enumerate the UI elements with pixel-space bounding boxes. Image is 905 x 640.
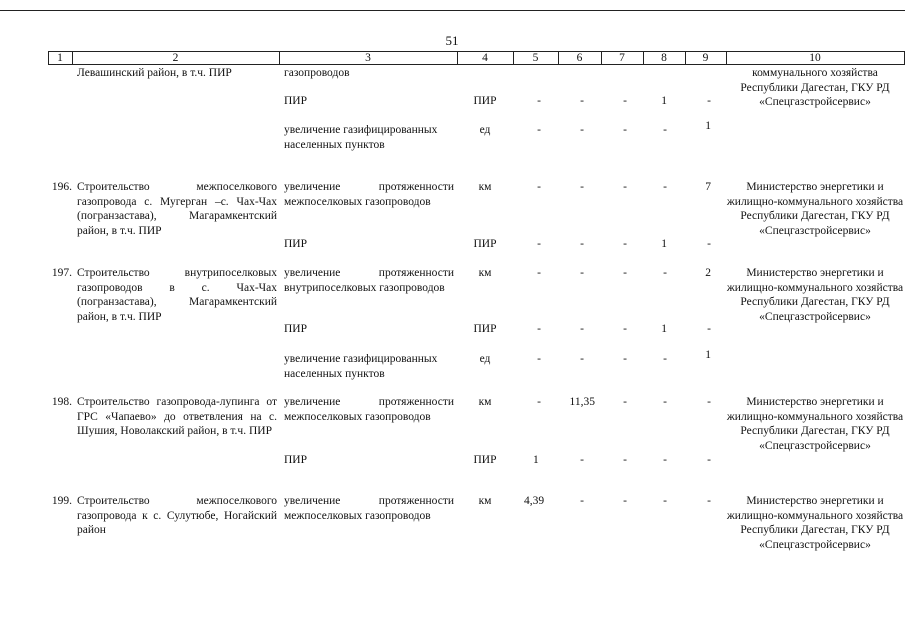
executor: Министерство энергетики и жилищно-коммунального хозяйства Республики Дагестан, ГКУ РД «Спецгазстройсервис»: [726, 181, 904, 237]
indicator: увеличение протяженности межпоселковых газопроводов: [284, 181, 454, 208]
value-col9: 2: [705, 267, 711, 279]
unit: ПИР: [473, 454, 497, 466]
value-col7: -: [623, 181, 627, 193]
value-col5: -: [537, 323, 541, 335]
value-col7: -: [623, 495, 627, 507]
value-col8: 1: [661, 95, 667, 107]
col-header-6: 6: [576, 52, 583, 64]
executor: Министерство энергетики и жилищно-коммунального хозяйства Республики Дагестан, ГКУ РД «Спецгазстройсервис»: [726, 495, 904, 551]
value-col9: -: [707, 454, 711, 466]
col-header-2: 2: [172, 52, 179, 64]
executor: Министерство энергетики и жилищно-коммунального хозяйства Республики Дагестан, ГКУ РД «Спецгазстройсервис»: [726, 396, 904, 452]
unit: ПИР: [473, 323, 497, 335]
value-col9: -: [707, 495, 711, 507]
indicator: ПИР: [284, 323, 308, 335]
unit: км: [478, 495, 492, 507]
col-header-8: 8: [661, 52, 667, 64]
value-col5: -: [537, 124, 541, 136]
indicator: увеличение протяженности межпоселковых газопроводов: [284, 396, 454, 423]
value-col5: 4,39: [524, 495, 545, 507]
value-col9: -: [707, 95, 711, 107]
value-col6: -: [580, 323, 584, 335]
value-col5: -: [537, 396, 541, 408]
indicator: увеличение протяженности межпоселковых газопроводов: [284, 495, 454, 522]
value-col5: -: [537, 238, 541, 250]
value-col8: -: [663, 124, 667, 136]
page-number: 51: [445, 33, 459, 48]
value-col8: -: [663, 454, 667, 466]
value-col8: -: [663, 181, 667, 193]
value-col6: -: [580, 495, 584, 507]
value-col6: -: [580, 181, 584, 193]
col-header-10: 10: [809, 52, 821, 64]
col-header-4: 4: [482, 52, 488, 64]
col-header-1: 1: [57, 52, 63, 64]
value-col7: -: [623, 396, 627, 408]
value-col9: 1: [705, 349, 711, 361]
value-col9: -: [707, 323, 711, 335]
value-col7: -: [623, 95, 627, 107]
value-col5: -: [537, 181, 541, 193]
value-col7: -: [623, 323, 627, 335]
indicator: ПИР: [284, 95, 308, 107]
value-col6: -: [580, 454, 584, 466]
value-col9: 7: [705, 181, 711, 193]
value-col7: -: [623, 124, 627, 136]
value-col8: -: [663, 495, 667, 507]
executor: Министерство энергетики и жилищно-коммунального хозяйства Республики Дагестан, ГКУ РД «Спецгазстройсервис»: [726, 267, 904, 323]
col-header-7: 7: [619, 52, 625, 64]
value-col9: 1: [705, 120, 711, 132]
value-col8: 1: [661, 238, 667, 250]
value-col6: -: [580, 267, 584, 279]
value-col7: -: [623, 238, 627, 250]
value-col5: 1: [533, 454, 539, 466]
indicator: ПИР: [284, 238, 308, 250]
unit: ед: [479, 353, 491, 365]
value-col6: 11,35: [569, 396, 595, 408]
unit: км: [478, 181, 492, 193]
project-name: Строительство газопровода-лупинга от ГРС «Чапаево» до ответвления на с. Шушия, Новолакский район, в т.ч. ПИР: [77, 396, 277, 437]
executor: коммунального хозяйства Республики Дагестан, ГКУ РД «Спецгазстройсервис»: [740, 67, 890, 108]
row-number: 199.: [51, 495, 72, 507]
value-col8: 1: [661, 323, 667, 335]
unit: км: [478, 267, 492, 279]
value-col6: -: [580, 353, 584, 365]
indicator: газопроводов: [284, 67, 350, 79]
row-number: 197.: [51, 267, 72, 279]
col-header-5: 5: [532, 52, 539, 64]
value-col9: -: [707, 396, 711, 408]
col-header-9: 9: [702, 52, 709, 64]
value-col8: -: [663, 353, 667, 365]
indicator: увеличение протяженности внутрипоселковых газопроводов: [284, 267, 454, 294]
value-col8: -: [663, 267, 667, 279]
value-col7: -: [623, 454, 627, 466]
indicator: ПИР: [284, 454, 308, 466]
value-col7: -: [623, 353, 627, 365]
value-col5: -: [537, 353, 541, 365]
project-name: Строительство межпоселкового газопровода к с. Сулутюбе, Ногайский район: [77, 495, 277, 536]
value-col5: -: [537, 95, 541, 107]
unit: ПИР: [473, 238, 497, 250]
unit: ед: [479, 124, 491, 136]
value-col5: -: [537, 267, 541, 279]
unit: ПИР: [473, 95, 497, 107]
value-col6: -: [580, 95, 584, 107]
value-col9: -: [707, 238, 711, 250]
indicator: увеличение газифицированных населенных пунктов: [284, 353, 438, 380]
value-col6: -: [580, 124, 584, 136]
row-number: 196.: [51, 181, 72, 193]
indicator: увеличение газифицированных населенных пунктов: [284, 124, 438, 151]
value-col7: -: [623, 267, 627, 279]
value-col8: -: [663, 396, 667, 408]
project-name: Строительство внутрипоселковых газопроводов в с. Чах-Чах (погранзастава), Магарамкентский район, в т.ч. ПИР: [77, 267, 277, 323]
col-header-3: 3: [365, 52, 371, 64]
row-number: 198.: [51, 396, 72, 408]
value-col6: -: [580, 238, 584, 250]
top-rule: [0, 10, 905, 11]
project-name: Строительство межпоселкового газопровода с. Мугерган –с. Чах-Чах (погранзастава), Магарамкентский район, в т.ч. ПИР: [77, 181, 277, 237]
project-name: Левашинский район, в т.ч. ПИР: [77, 67, 232, 79]
unit: км: [478, 396, 492, 408]
